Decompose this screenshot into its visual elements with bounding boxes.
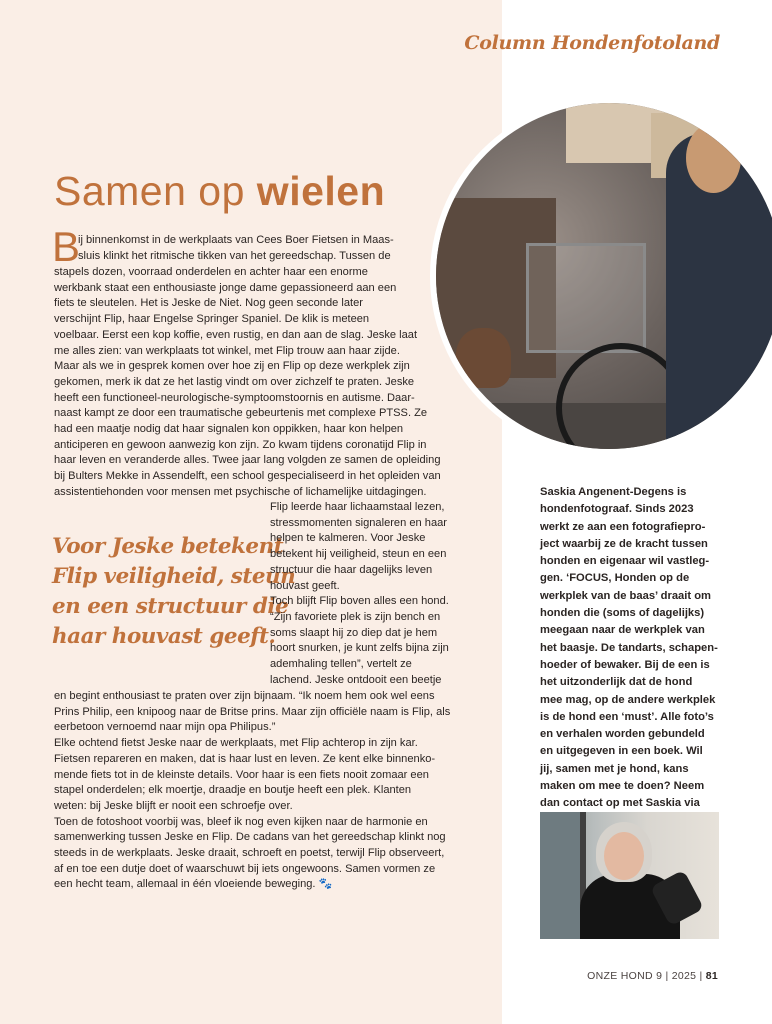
text-line: Flip leerde haar lichaamstaal lezen,	[270, 501, 445, 513]
text-line: me alles zien: van werkplaats tot winkel, met Flip trouw aan haar zijde.	[54, 344, 400, 357]
sidebar-line: mee mag, op de andere werkplek	[540, 693, 716, 706]
text-line: haar leven en veranderde alles. Twee jaar lang volgden ze samen de opleiding	[54, 454, 441, 467]
text-line: lachend. Jeske ontdooit een beetje	[270, 673, 442, 686]
sidebar-line: en uitgegeven in een boek. Wil	[540, 745, 703, 758]
pull-quote	[52, 532, 295, 652]
dog-figure	[456, 328, 511, 388]
text-line: Maar als we in gesprek komen over hoe zij en Flip op deze werkplek zijn	[54, 360, 410, 373]
sidebar-line: meegaan naar de werkplek van	[540, 624, 705, 637]
closing-text	[54, 689, 450, 893]
sidebar-line: het uitzonderlijk dat de hond	[540, 676, 693, 689]
text-line: assistentiehonden voor mensen met psychische of lichamelijke uitdagingen.	[54, 485, 427, 498]
text-line: heeft een functioneel-neurologische-symptoomstoornis en autisme. Daar-	[54, 391, 415, 404]
text-line: bij Bulters Mekke in Assendelft, een school gespecialiseerd in het opleiden van	[54, 470, 441, 483]
text-line: stressmomenten signaleren en haar	[270, 516, 447, 529]
sidebar-line: werkt ze aan een fotografiepro-	[540, 520, 706, 533]
paw-icon: 🐾	[318, 878, 333, 891]
quote-line: Flip veiligheid, steun	[52, 564, 296, 589]
text-line: Toen de fotoshoot voorbij was, bleef ik nog even kijken naar de harmonie en	[54, 815, 428, 828]
title-light: Samen op	[54, 168, 257, 214]
text-line: sluis klinkt het ritmische tikken van het gereedschap. Tussen de	[78, 249, 391, 262]
column-label: Column Hondenfotoland	[464, 32, 720, 54]
right-column-text	[270, 500, 449, 688]
sidebar-line: jij, samen met je hond, kans	[540, 762, 689, 775]
sidebar-line: dan contact op met Saskia via	[540, 797, 700, 810]
page-number: 81	[705, 970, 718, 982]
text-line: “Zijn favoriete plek is zijn bench en	[270, 610, 441, 623]
text-line: gekomen, merk ik dat ze het lastig vindt om over zichzelf te praten. Jeske	[54, 375, 415, 388]
text-line: samenwerking tussen Jeske en Flip. De cadans van het gereedschap klinkt nog	[54, 831, 446, 844]
text-line: voelbaar. Eerst een kop koffie, even rustig, en dan aan de slag. Jeske laat	[54, 328, 418, 341]
quote-line: Voor Jeske betekent	[52, 534, 284, 559]
workshop-photo	[430, 97, 772, 455]
text-line: af en toe een dutje doet of waarschuwt bij iets ongewoons. Samen vormen ze	[54, 862, 436, 875]
text-line: steeds in de werkplaats. Jeske draait, schroeft en poetst, terwijl Flip observeert,	[54, 847, 445, 860]
article-title	[54, 168, 385, 215]
main-text	[54, 265, 441, 501]
text-line: had een maatje nodig dat haar signalen kon oppikken, haar kon helpen	[54, 423, 404, 436]
text-line: helpen te kalmeren. Voor Jeske	[270, 532, 426, 545]
drop-cap: B	[52, 223, 81, 270]
sidebar-line: ject waarbij ze de kracht tussen	[540, 537, 708, 550]
text-line: stapels dozen, voorraad onderdelen en achter haar een enorme	[54, 266, 368, 278]
photographer-sidebar	[540, 484, 718, 830]
text-line: Elke ochtend fietst Jeske naar de werkplaats, met Flip achterop in zijn kar.	[54, 737, 418, 750]
text-line: eerbetoon vernoemd naar mijn opa Philipus.”	[54, 721, 276, 734]
sidebar-line: honden en eigenaar wil vastleg-	[540, 555, 710, 568]
sidebar-line: hondenfotograaf. Sinds 2023	[540, 503, 694, 516]
text-line: weten: bij Jeske blijft er nooit een schroefje over.	[54, 799, 293, 812]
text-line: mende fiets tot in de kleinste details. Voor haar is een fiets nooit zomaar een	[54, 768, 429, 781]
text-line: betekent hij veiligheid, steun en een	[270, 548, 447, 561]
photographer-portrait	[540, 812, 719, 939]
text-line: ademhaling tellen”, vertelt ze	[270, 658, 412, 671]
sidebar-line: is de hond een ‘must’. Alle foto’s	[540, 710, 714, 723]
text-line: Toch blijft Flip boven alles een hond.	[270, 595, 449, 608]
text-line: hoort snurken, je kunt zelfs bijna zijn	[270, 642, 449, 655]
sidebar-line: het baasje. De tandarts, schapen-	[540, 641, 718, 654]
quote-line: haar houvast geeft.	[52, 624, 276, 649]
text-line: ij binnenkomst in de werkplaats van Cees Boer Fietsen in Maas-	[78, 234, 394, 246]
text-line: en begint enthousiast te praten over zijn bijnaam. “Ik noem hem ook wel eens	[54, 690, 435, 702]
text-line: anticiperen en gewoon aanwezig kon zijn. Zo kwam tijdens coronatijd Flip in	[54, 438, 427, 451]
sidebar-line: werkplek van de baas’ draait om	[540, 589, 711, 602]
sidebar-line: en verhalen worden gebundeld	[540, 728, 705, 741]
sidebar-line: gen. ‘FOCUS, Honden op de	[540, 572, 690, 585]
sidebar-line: maken om mee te doen? Neem	[540, 780, 705, 793]
magazine-issue: ONZE HOND 9 | 2025 |	[587, 970, 706, 982]
title-bold: wielen	[256, 168, 386, 214]
sidebar-line: honden die (soms of dagelijks)	[540, 607, 705, 620]
text-line: fiets te sleutelen. Het is Jeske de Niet. Nog geen seconde later	[54, 297, 363, 310]
text-line: verschijnt Flip, haar Engelse Springer Spaniel. De klik is meteen	[54, 313, 370, 326]
quote-line: en een structuur die	[52, 594, 289, 619]
sidebar-line: hoeder of bewaker. Bij de een is	[540, 658, 710, 671]
last-line-text: een hecht team, allemaal in één vloeiende beweging.	[54, 878, 316, 891]
text-line: Fietsen repareren en maken, dat is haar lust en leven. Ze kent elke binnenko-	[54, 752, 436, 765]
page-footer	[587, 970, 718, 982]
text-line: stapel onderdelen; elk moertje, draadje en boutje heeft een plek. Klanten	[54, 784, 412, 797]
text-line	[54, 877, 450, 893]
intro-text	[78, 233, 394, 264]
text-line: Prins Philip, een knipoog naar de Britse prins. Maar zijn officiële naam is Flip, als	[54, 705, 451, 718]
text-line: werkbank staat een enthousiaste jonge dame gepassioneerd aan een	[54, 281, 397, 294]
text-line: naast kampt ze door een traumatische gebeurtenis met complexe PTSS. Ze	[54, 407, 428, 420]
text-line: structuur die haar dagelijks leven	[270, 563, 433, 576]
text-line: houvast geeft.	[270, 579, 340, 592]
text-line: soms slaapt hij zo diep dat je hem	[270, 626, 438, 639]
sidebar-line: Saskia Angenent-Degens is	[540, 486, 687, 498]
